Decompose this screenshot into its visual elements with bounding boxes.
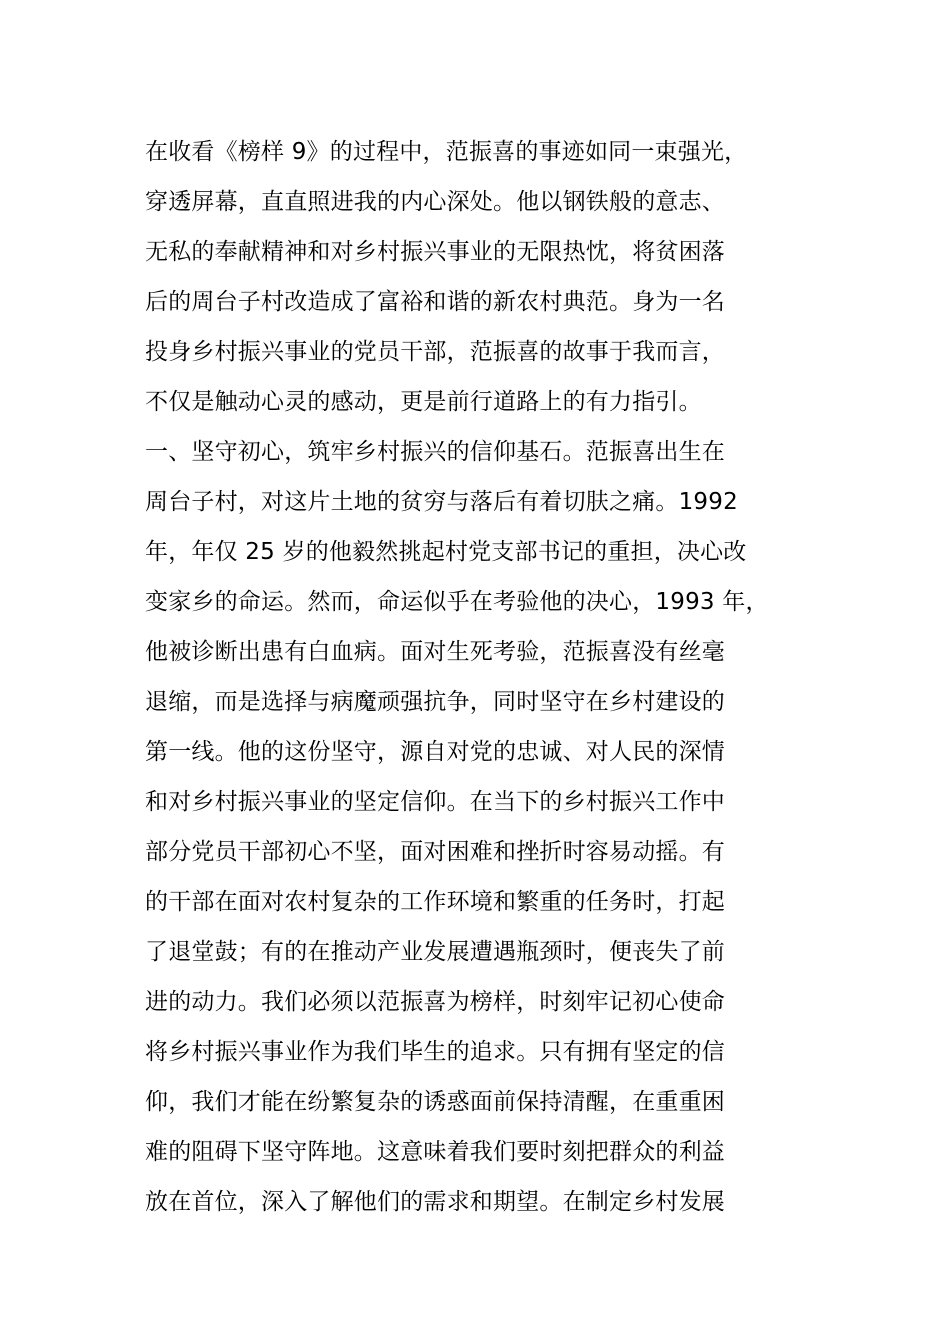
text-line: 投身乡村振兴事业的党员干部，范振喜的故事于我而言，	[145, 339, 725, 365]
text-line: 的干部在面对农村复杂的工作环境和繁重的任务时，打起	[145, 889, 725, 915]
text-line: 变家乡的命运。然而，命运似乎在考验他的决心，1993 年，	[145, 589, 769, 615]
text-line: 第一线。他的这份坚守，源自对党的忠诚、对人民的深情	[145, 739, 725, 765]
text-line: 部分党员干部初心不坚，面对困难和挫折时容易动摇。有	[145, 839, 725, 865]
text-line: 周台子村，对这片土地的贫穷与落后有着切肤之痛。1992	[145, 489, 738, 515]
text-line: 不仅是触动心灵的感动，更是前行道路上的有力指引。	[145, 389, 702, 415]
text-line: 后的周台子村改造成了富裕和谐的新农村典范。身为一名	[145, 289, 725, 315]
text-line: 退缩，而是选择与病魔顽强抗争，同时坚守在乡村建设的	[145, 689, 725, 715]
body-text	[145, 127, 865, 1227]
text-line: 将乡村振兴事业作为我们毕生的追求。只有拥有坚定的信	[145, 1039, 725, 1065]
text-line: 难的阻碍下坚守阵地。这意味着我们要时刻把群众的利益	[145, 1139, 725, 1165]
text-line: 年，年仅 25 岁的他毅然挑起村党支部书记的重担，决心改	[145, 539, 747, 565]
section-heading-line: 一、坚守初心，筑牢乡村振兴的信仰基石。范振喜出生在	[145, 439, 725, 465]
text-line: 了退堂鼓；有的在推动产业发展遭遇瓶颈时，便丧失了前	[145, 939, 725, 965]
text-line: 和对乡村振兴事业的坚定信仰。在当下的乡村振兴工作中	[145, 789, 725, 815]
text-line: 在收看《榜样 9》的过程中，范振喜的事迹如同一束强光，	[145, 139, 748, 165]
text-line: 他被诊断出患有白血病。面对生死考验，范振喜没有丝毫	[145, 639, 725, 665]
text-line: 无私的奉献精神和对乡村振兴事业的无限热忱，将贫困落	[145, 239, 725, 265]
text-line: 穿透屏幕，直直照进我的内心深处。他以钢铁般的意志、	[145, 189, 725, 215]
text-line: 进的动力。我们必须以范振喜为榜样，时刻牢记初心使命	[145, 989, 725, 1015]
text-line: 放在首位，深入了解他们的需求和期望。在制定乡村发展	[145, 1189, 725, 1215]
text-line: 仰，我们才能在纷繁复杂的诱惑面前保持清醒，在重重困	[145, 1089, 725, 1115]
